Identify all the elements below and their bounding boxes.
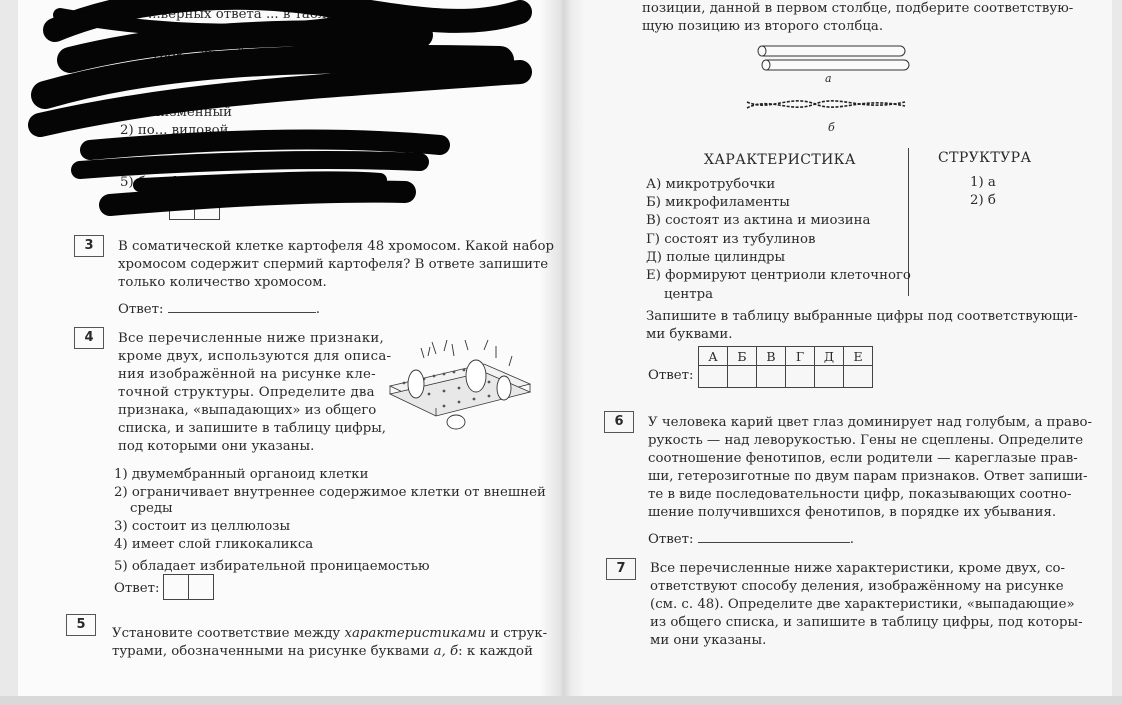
question-number: 7 bbox=[606, 558, 636, 580]
question-text: ши, гетерозиготные по двум парам признаков. Ответ запиши- bbox=[648, 469, 1088, 484]
table-header: Г bbox=[786, 347, 815, 366]
column-header: СТРУКТУРА bbox=[938, 150, 1032, 166]
question-text: ответствуют способу деления, изображённому на рисунке bbox=[650, 579, 1064, 594]
fragment-line: ...окле...ивое ве- bbox=[124, 65, 239, 80]
question-number: 5 bbox=[66, 614, 96, 636]
instruction-text: ми буквами. bbox=[646, 327, 733, 342]
question-text: позиции, данной в первом столбце, подберите соответствую- bbox=[642, 1, 1074, 16]
fragment-line: ...верных ответа ... в таблицу ци- bbox=[148, 7, 378, 22]
question-text: рукость — над леворукостью. Гены не сцеплены. Определите bbox=[648, 433, 1084, 448]
question-text: Установите соответствие между характеристиками и струк- bbox=[112, 626, 548, 641]
instruction-text: Запишите в таблицу выбранные цифры под соответствующи- bbox=[646, 309, 1078, 324]
characteristic-item: Г) состоят из тубулинов bbox=[646, 232, 816, 247]
question-text: шение получившихся фенотипов, в порядке их убывания. bbox=[648, 505, 1057, 520]
answer-cell[interactable] bbox=[786, 366, 815, 388]
structure-item: 1) а bbox=[970, 175, 996, 190]
question-text: В соматической клетке картофеля 48 хромосом. Какой набор bbox=[118, 239, 554, 254]
question-text: ния изображённой на рисунке кле- bbox=[118, 367, 376, 382]
question-text: те в виде последовательности цифр, показывающих соотно- bbox=[648, 487, 1072, 502]
question-text: У человека карий цвет глаз доминирует над голубым, а право- bbox=[648, 415, 1092, 430]
answer-cell[interactable] bbox=[757, 366, 786, 388]
answer-label: Ответ: bbox=[114, 581, 160, 596]
characteristic-item: А) микротрубочки bbox=[646, 177, 776, 192]
characteristic-item: Д) полые цилиндры bbox=[646, 250, 786, 265]
question-text: ми они указаны. bbox=[650, 633, 767, 648]
question-text: соотношение фенотипов, если родители — кареглазые прав- bbox=[648, 451, 1078, 466]
answer-field[interactable]: Ответ: . bbox=[648, 532, 854, 547]
option-text: 4) имеет слой гликокаликса bbox=[114, 537, 314, 552]
figure-label: а bbox=[825, 72, 832, 85]
question-text: точной структуры. Определите два bbox=[118, 385, 375, 400]
question-text: кроме двух, используются для описа- bbox=[118, 349, 392, 364]
option-text: 3) состоит из целлюлозы bbox=[114, 519, 291, 534]
characteristic-item: В) состоят из актина и миозина bbox=[646, 213, 871, 228]
scan-border bbox=[0, 696, 1122, 705]
characteristic-item: Е) формируют центриоли клеточного bbox=[646, 268, 911, 283]
answer-cell[interactable] bbox=[815, 366, 844, 388]
question-number: 6 bbox=[604, 411, 634, 433]
microfilament-figure bbox=[745, 94, 910, 118]
option-text: 1) двумембранный органоид клетки bbox=[114, 467, 369, 482]
figure-label: б bbox=[828, 121, 835, 134]
answer-cell[interactable] bbox=[728, 366, 757, 388]
cell-membrane-illustration bbox=[384, 336, 534, 436]
characteristic-item: центра bbox=[664, 287, 714, 302]
answer-cell[interactable] bbox=[699, 366, 728, 388]
question-text: признака, «выпадающих» из общего bbox=[118, 403, 377, 418]
question-text: хромосом содержит спермий картофеля? В ответе запишите bbox=[118, 257, 549, 272]
question-number: 3 bbox=[74, 235, 104, 257]
option-text: 2) ограничивает внутреннее содержимое клетки от внешней bbox=[114, 485, 546, 500]
question-text: (см. с. 48). Определите две характеристики, «выпадающие» bbox=[650, 597, 1075, 612]
question-text: списка, и запишите в таблицу цифры, bbox=[118, 421, 387, 436]
answer-cells[interactable] bbox=[164, 574, 214, 598]
option-text: 5) обладает избирательной проницаемостью bbox=[114, 559, 430, 574]
answer-table[interactable] bbox=[698, 346, 873, 388]
fragment-line: К... уров... живой природы представлены bbox=[124, 47, 415, 62]
table-header: Б bbox=[728, 347, 757, 366]
characteristic-item: Б) микрофиламенты bbox=[646, 195, 790, 210]
question-text: только количество хромосом. bbox=[118, 275, 327, 290]
fragment-line: 2) по... видовой bbox=[120, 123, 229, 138]
question-text: Все перечисленные ниже характеристики, кроме двух, со- bbox=[650, 561, 1066, 576]
question-text: щую позицию из второго столбца. bbox=[642, 19, 884, 34]
table-header: Е bbox=[844, 347, 873, 366]
column-header: ХАРАКТЕРИСТИКА bbox=[704, 152, 856, 168]
question-text: под которыми они указаны. bbox=[118, 439, 315, 454]
answer-label: Ответ: bbox=[648, 532, 694, 547]
question-text: турами, обозначенными на рисунке буквами а, б: к каждой bbox=[112, 644, 533, 659]
table-header: В bbox=[757, 347, 786, 366]
fragment-line: ...ганизменный bbox=[124, 105, 232, 120]
question-number: 4 bbox=[74, 327, 104, 349]
fragment-line: 5) биосфер... bbox=[120, 175, 210, 190]
structure-item: 2) б bbox=[970, 193, 996, 208]
table-header: А bbox=[699, 347, 728, 366]
answer-label: Ответ: bbox=[118, 302, 164, 317]
fragment-line: ...которыми о... bbox=[148, 23, 256, 38]
answer-label: Ответ: bbox=[648, 368, 694, 383]
question-text: Все перечисленные ниже признаки, bbox=[118, 331, 384, 346]
book-gutter bbox=[540, 0, 585, 700]
option-text: среды bbox=[130, 501, 173, 516]
answer-cell[interactable] bbox=[844, 366, 873, 388]
scribble-redaction bbox=[0, 0, 540, 220]
question-text: из общего списка, и запишите в таблицу цифры, под которы- bbox=[650, 615, 1083, 630]
table-header: Д bbox=[815, 347, 844, 366]
answer-field[interactable]: Ответ: . bbox=[118, 302, 320, 317]
